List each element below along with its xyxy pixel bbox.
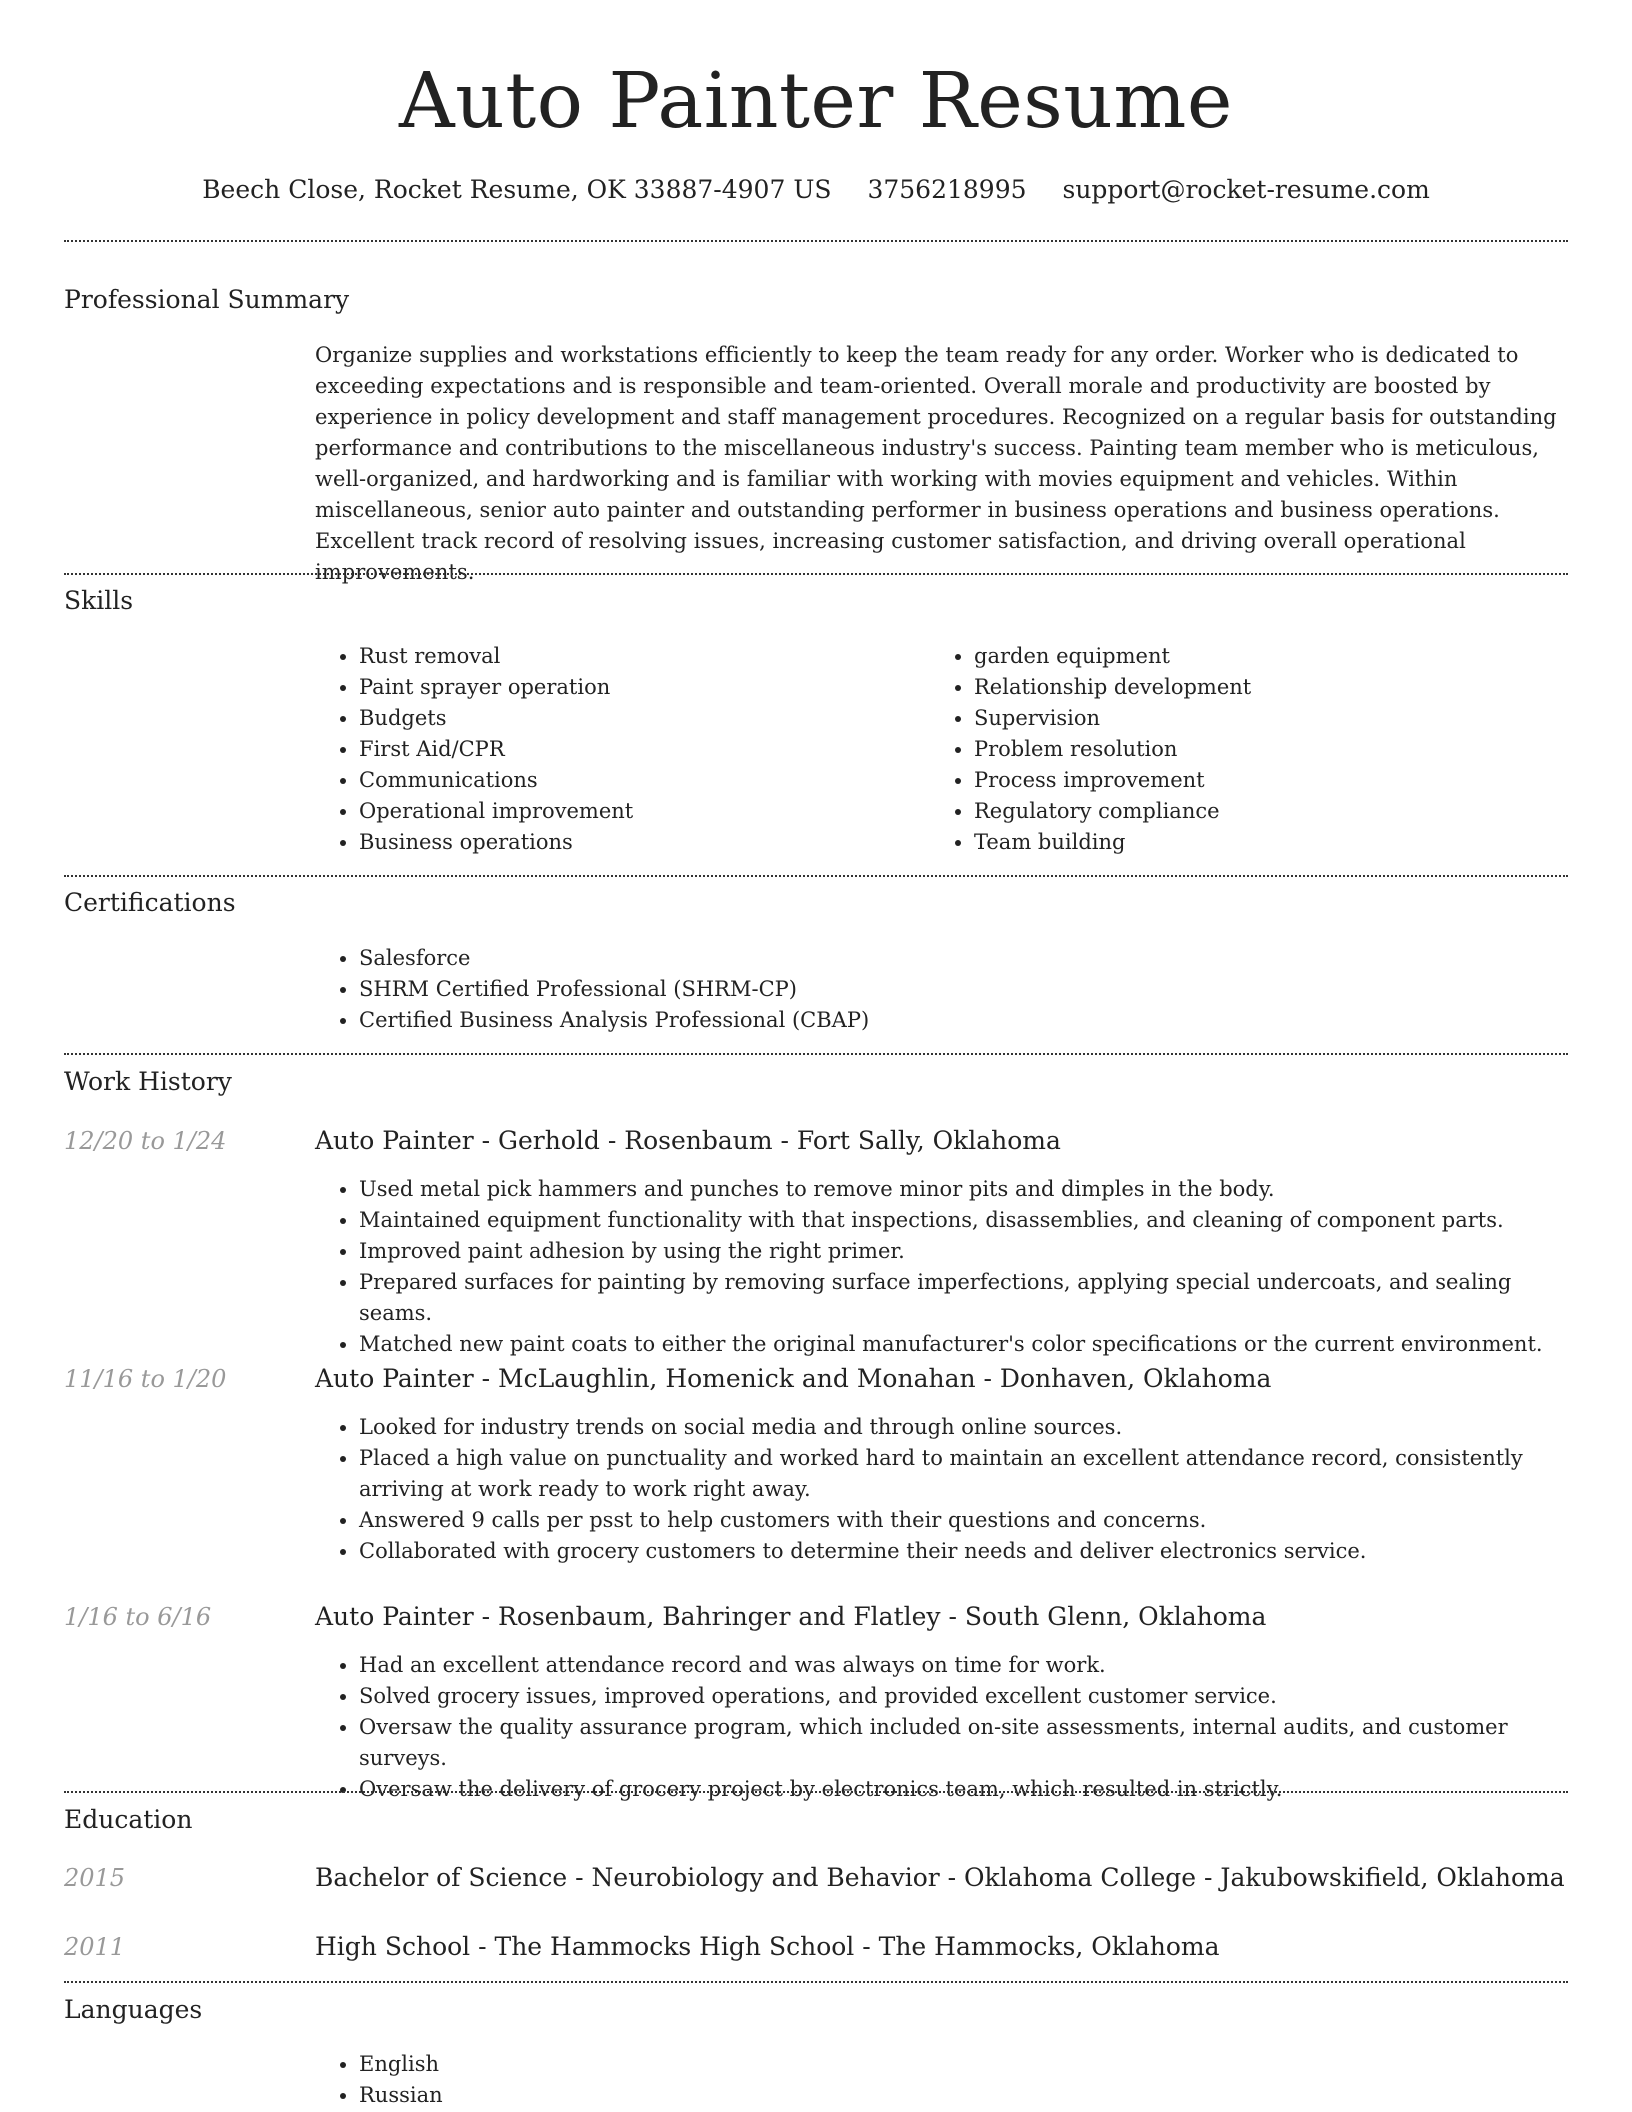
job-title: Auto Painter - Rosenbaum, Bahringer and Flatley - South Glenn, Oklahoma — [315, 1602, 1267, 1631]
education-title: Bachelor of Science - Neurobiology and Behavior - Oklahoma College - Jakubowskifield, Oklahoma — [315, 1863, 1565, 1892]
job-dates: 11/16 to 1/20 — [64, 1365, 227, 1393]
divider — [64, 573, 1568, 575]
skill-item: • Operational improvement — [359, 796, 633, 827]
section-title-education: Education — [64, 1805, 193, 1834]
divider — [64, 875, 1568, 877]
job-bullet: • Had an excellent attendance record and was always on time for work. — [359, 1650, 1568, 1681]
certifications-bullets — [315, 943, 1568, 1036]
skill-item: • Team building — [974, 827, 1251, 858]
certification-item: • SHRM Certified Professional (SHRM-CP) — [359, 974, 1568, 1005]
contact-line — [64, 172, 1568, 208]
job-bullet: • Oversaw the quality assurance program, which included on-site assessments, internal audits, and customer surveys. — [359, 1712, 1568, 1774]
job-bullet: • Used metal pick hammers and punches to remove minor pits and dimples in the body. — [359, 1174, 1568, 1205]
languages-list — [315, 2049, 1568, 2111]
job-bullet: • Solved grocery issues, improved operations, and provided excellent customer service. — [359, 1681, 1568, 1712]
resume-title: Auto Painter Resume — [399, 57, 1233, 146]
job-bullet-list — [315, 1174, 1568, 1360]
summary-text: Organize supplies and workstations efficiently to keep the team ready for any order. Worker who is dedicated to exceeding expectations and is responsible and team-oriented. Overall morale and productivity are boosted by experience in policy development and staff management procedures. Recognized on a regular basis for outstanding performance and contributions to the miscellaneous industry's success. Painting team member who is meticulous, well-organized, and hardworking and is familiar with working with movies equipment and vehicles. Within miscellaneous, senior auto painter and outstanding performer in business operations and business operations. Excellent track record of resolving issues, increasing customer satisfaction, and driving overall operational improvements. — [315, 343, 1557, 584]
summary-body — [315, 340, 1568, 588]
language-item: • Russian — [359, 2080, 1568, 2111]
job-bullet: • Answered 9 calls per psst to help customers with their questions and concerns. — [359, 1505, 1568, 1536]
divider — [64, 240, 1568, 242]
languages-bullets — [315, 2049, 1568, 2111]
job-bullet: • Collaborated with grocery customers to determine their needs and deliver electronics service. — [359, 1536, 1568, 1567]
skill-item: • Regulatory compliance — [974, 796, 1251, 827]
section-title-languages: Languages — [64, 1995, 203, 2024]
skill-item: • Business operations — [359, 827, 633, 858]
phone: 3756218995 — [867, 175, 1027, 204]
job-bullet: • Improved paint adhesion by using the right primer. — [359, 1236, 1568, 1267]
job-bullets — [315, 1412, 1568, 1567]
job-bullets — [315, 1650, 1568, 1805]
skill-item: • Supervision — [974, 703, 1251, 734]
job-dates: 12/20 to 1/24 — [64, 1127, 227, 1155]
section-title-certifications: Certifications — [64, 888, 236, 917]
job-bullet: • Prepared surfaces for painting by removing surface imperfections, applying special undercoats, and sealing seams. — [359, 1267, 1568, 1329]
skills-list — [315, 641, 1568, 861]
education-year: 2011 — [64, 1933, 126, 1961]
job-bullet: • Placed a high value on punctuality and worked hard to maintain an excellent attendance record, consistently arriving at work ready to work right away. — [359, 1443, 1568, 1505]
skill-item: • Rust removal — [359, 641, 633, 672]
job-bullet: • Looked for industry trends on social media and through online sources. — [359, 1412, 1568, 1443]
divider — [64, 1053, 1568, 1055]
job-bullet: • Oversaw the delivery of grocery project by electronics team, which resulted in strictly. — [359, 1774, 1568, 1805]
skill-item: • garden equipment — [974, 641, 1251, 672]
skills-column-right — [930, 641, 1251, 858]
job-bullet-list — [315, 1412, 1568, 1567]
education-year: 2015 — [64, 1864, 126, 1892]
skill-item: • Budgets — [359, 703, 633, 734]
section-title-work-history: Work History — [64, 1067, 232, 1096]
skill-item: • Communications — [359, 765, 633, 796]
divider — [64, 1981, 1568, 1983]
education-title: High School - The Hammocks High School - The Hammocks, Oklahoma — [315, 1932, 1220, 1961]
job-dates: 1/16 to 6/16 — [64, 1603, 212, 1631]
skill-item: • Paint sprayer operation — [359, 672, 633, 703]
job-bullet: • Maintained equipment functionality with that inspections, disassemblies, and cleaning of component parts. — [359, 1205, 1568, 1236]
language-item: • English — [359, 2049, 1568, 2080]
certifications-list — [315, 943, 1568, 1036]
certification-item: • Certified Business Analysis Professional (CBAP) — [359, 1005, 1568, 1036]
job-bullet: • Matched new paint coats to either the original manufacturer's color specifications or the current environment. — [359, 1329, 1568, 1360]
divider — [64, 1791, 1568, 1793]
job-title: Auto Painter - McLaughlin, Homenick and Monahan - Donhaven, Oklahoma — [315, 1364, 1272, 1393]
section-title-skills: Skills — [64, 586, 134, 615]
skill-item: • Process improvement — [974, 765, 1251, 796]
skill-item: • Problem resolution — [974, 734, 1251, 765]
certification-item: • Salesforce — [359, 943, 1568, 974]
skill-item: • First Aid/CPR — [359, 734, 633, 765]
job-title: Auto Painter - Gerhold - Rosenbaum - Fort Sally, Oklahoma — [315, 1126, 1061, 1155]
address: Beech Close, Rocket Resume, OK 33887-4907 US — [202, 175, 832, 204]
email: support@rocket-resume.com — [1062, 175, 1430, 204]
section-title-summary: Professional Summary — [64, 285, 350, 314]
skills-column-left — [315, 641, 633, 858]
skill-item: • Relationship development — [974, 672, 1251, 703]
job-bullets — [315, 1174, 1568, 1360]
job-bullet-list — [315, 1650, 1568, 1805]
